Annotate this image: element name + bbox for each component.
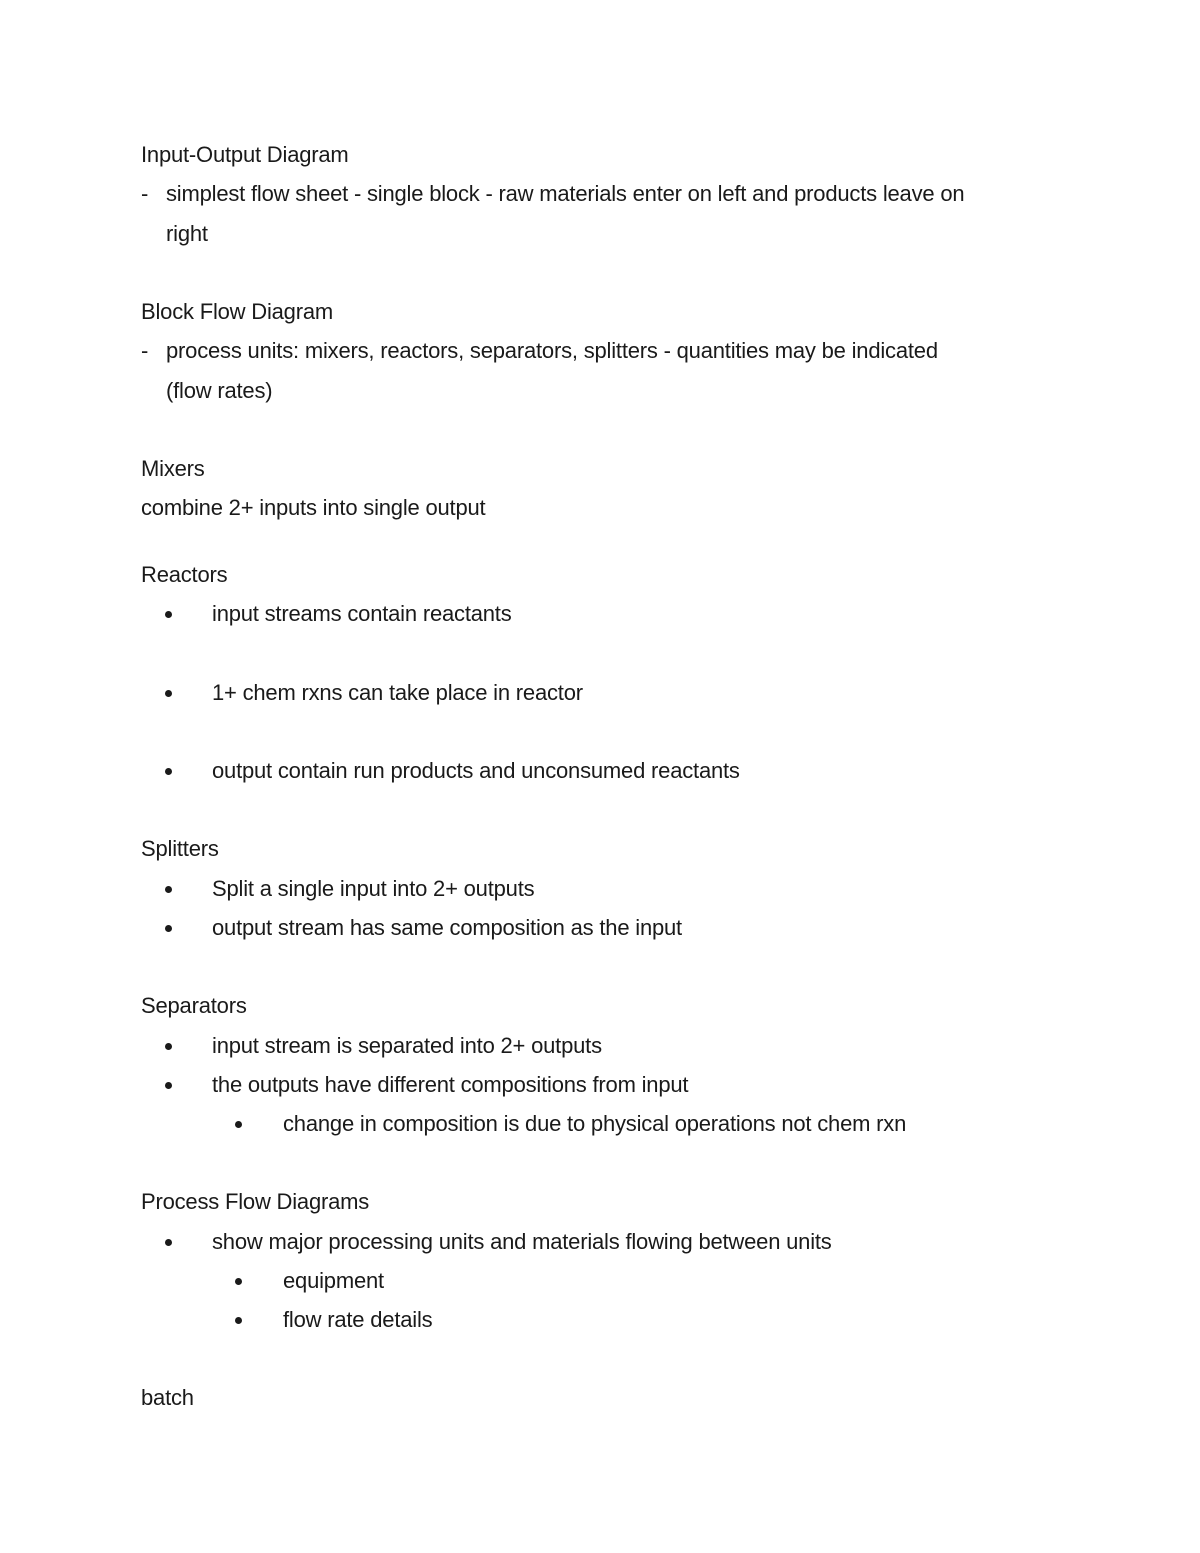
list-item: Split a single input into 2+ outputs <box>212 876 535 901</box>
bullet-icon <box>235 1317 242 1324</box>
bullet-icon <box>165 768 172 775</box>
heading-splitters: Splitters <box>141 836 219 861</box>
heading-batch: batch <box>141 1385 194 1410</box>
dash-marker: - <box>141 338 149 363</box>
list-item: 1+ chem rxns can take place in reactor <box>212 680 583 705</box>
heading-input-output: Input-Output Diagram <box>141 142 349 167</box>
list-item-continuation: (flow rates) <box>166 378 273 403</box>
bullet-icon <box>165 611 172 618</box>
list-item: output stream has same composition as the input <box>212 915 682 940</box>
sub-list-item: change in composition is due to physical operations not chem rxn <box>283 1111 907 1136</box>
bullet-icon <box>165 1239 172 1246</box>
dash-marker: - <box>141 181 149 206</box>
heading-block-flow: Block Flow Diagram <box>141 299 334 324</box>
bullet-icon <box>235 1278 242 1285</box>
list-item: output contain run products and unconsumed reactants <box>212 758 740 783</box>
list-item: the outputs have different compositions from input <box>212 1072 689 1097</box>
list-item: input streams contain reactants <box>212 601 512 626</box>
bullet-icon <box>165 886 172 893</box>
sub-list-item: equipment <box>283 1268 384 1293</box>
list-item-continuation: right <box>166 221 208 246</box>
bullet-icon <box>235 1121 242 1128</box>
bullet-icon <box>165 1043 172 1050</box>
bullet-icon <box>165 925 172 932</box>
sub-list-item: flow rate details <box>283 1307 433 1332</box>
heading-process-flow: Process Flow Diagrams <box>141 1189 370 1214</box>
list-item: show major processing units and materials flowing between units <box>212 1229 832 1254</box>
list-item: simplest flow sheet - single block - raw materials enter on left and products leave on <box>166 181 965 206</box>
heading-separators: Separators <box>141 993 247 1018</box>
list-item: process units: mixers, reactors, separators, splitters - quantities may be indicated <box>166 338 938 363</box>
list-item: input stream is separated into 2+ outputs <box>212 1033 602 1058</box>
heading-reactors: Reactors <box>141 562 228 587</box>
bullet-icon <box>165 1082 172 1089</box>
paragraph-text: combine 2+ inputs into single output <box>141 495 486 520</box>
bullet-icon <box>165 690 172 697</box>
heading-mixers: Mixers <box>141 456 205 481</box>
